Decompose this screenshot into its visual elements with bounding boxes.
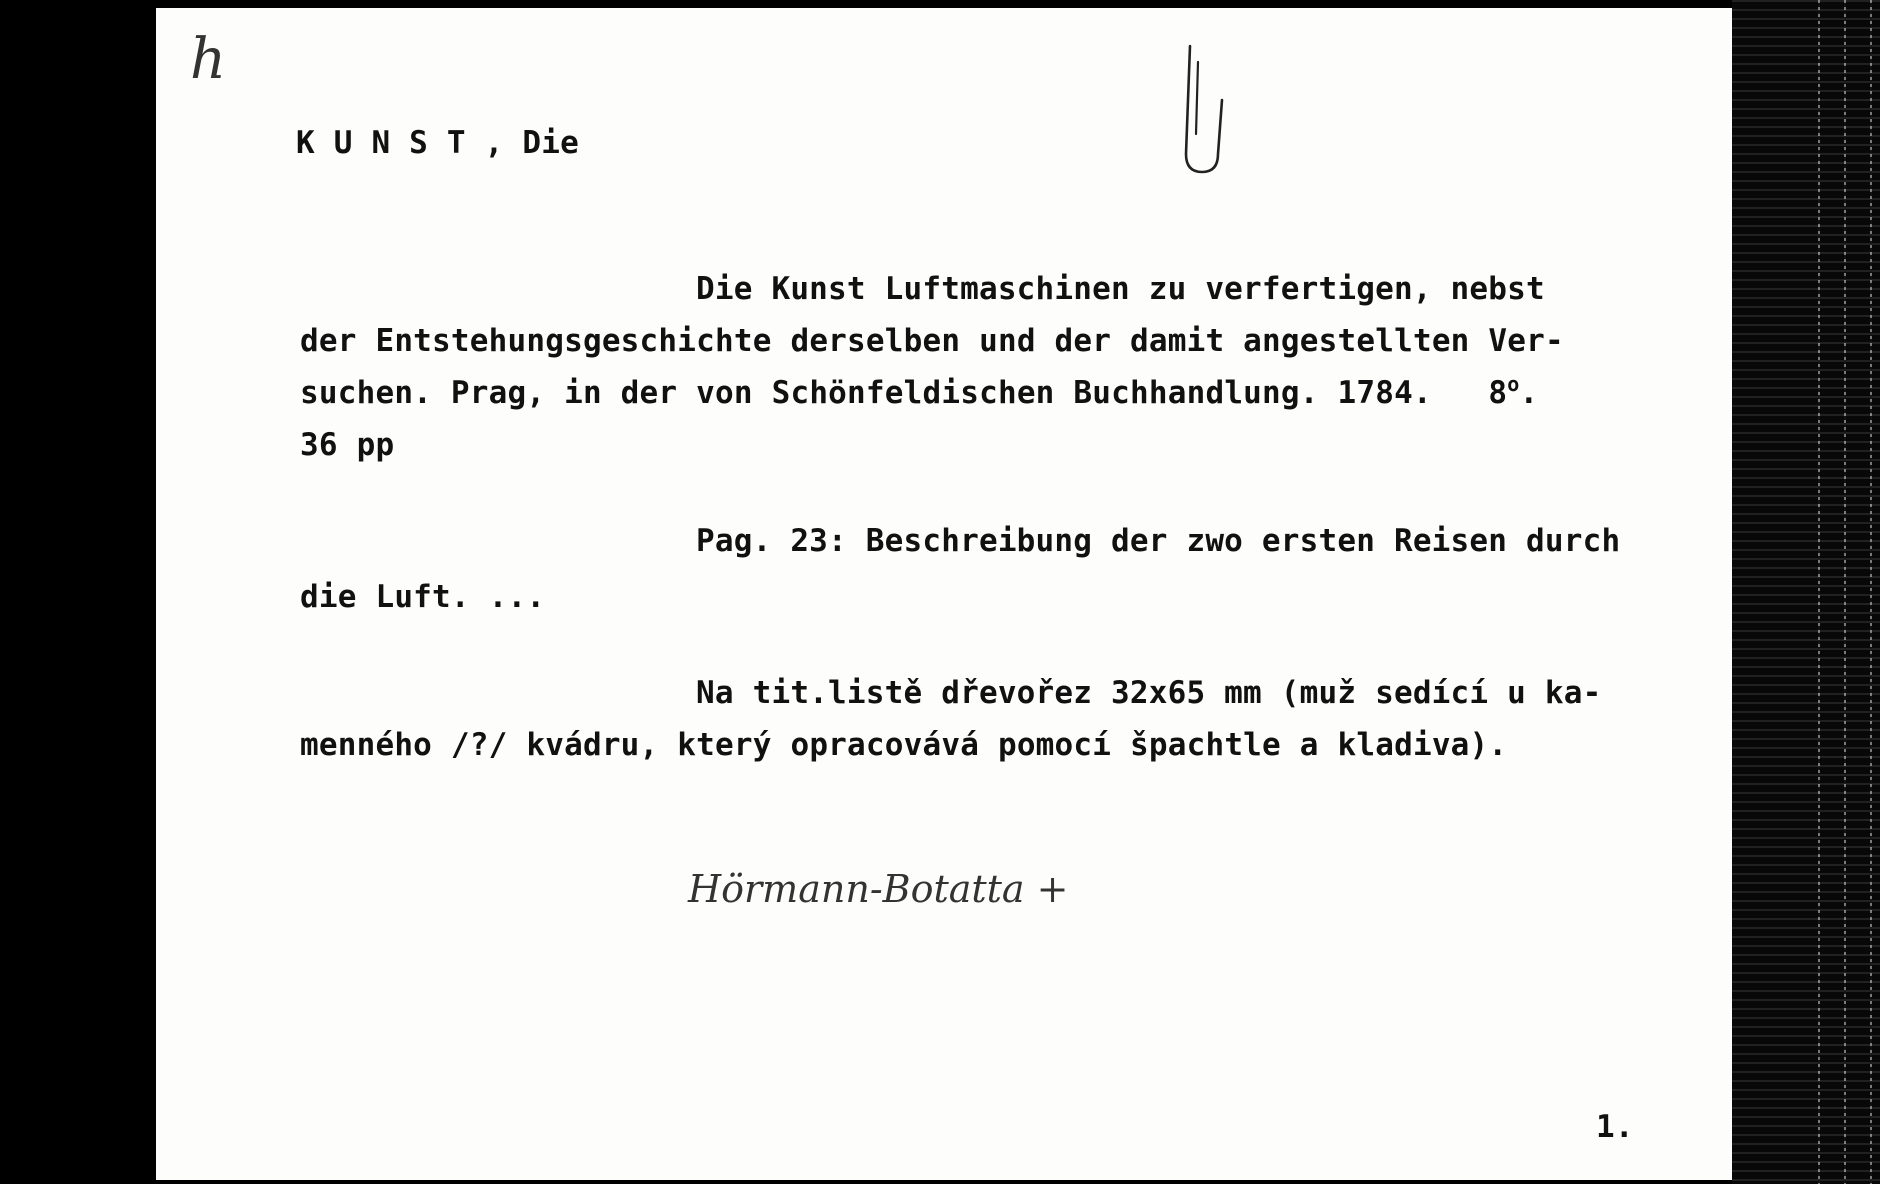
title-line-2: der Entstehungsgeschichte derselben und der damit angestellten Ver- <box>300 323 1564 359</box>
handwritten-signature: Hörmann-Botatta + <box>688 867 1069 911</box>
title-line-1: Die Kunst Luftmaschinen zu verfertigen, nebst <box>696 271 1545 307</box>
title-line-4: 36 pp <box>300 427 395 463</box>
title-line-3 <box>300 372 1539 411</box>
title-line-3-end: . <box>1519 375 1539 411</box>
czech-note-line-2: menného /?/ kvádru, který opracovává pomocí špachtle a kladiva). <box>300 727 1508 763</box>
corner-handwritten-mark: h <box>190 27 227 92</box>
film-edge-line <box>1870 0 1872 1184</box>
card-heading: K U N S T , Die <box>296 125 579 161</box>
catalog-card <box>156 8 1732 1180</box>
card-number: 1. <box>1596 1109 1634 1145</box>
degree-superscript: o <box>1507 372 1520 396</box>
note-line-1: Pag. 23: Beschreibung der zwo ersten Reisen durch <box>696 523 1621 559</box>
note-line-2: die Luft. ... <box>300 579 546 615</box>
czech-note-line-1: Na tit.listě dřevořez 32x65 mm (muž sedící u ka- <box>696 675 1602 711</box>
paper-clip-icon <box>1176 42 1228 182</box>
film-edge-line <box>1818 0 1820 1184</box>
film-edge-strip <box>1732 0 1880 1184</box>
title-line-3-text: suchen. Prag, in der von Schönfeldischen Buchhandlung. 1784. 8 <box>300 375 1508 411</box>
film-edge-line <box>1844 0 1846 1184</box>
